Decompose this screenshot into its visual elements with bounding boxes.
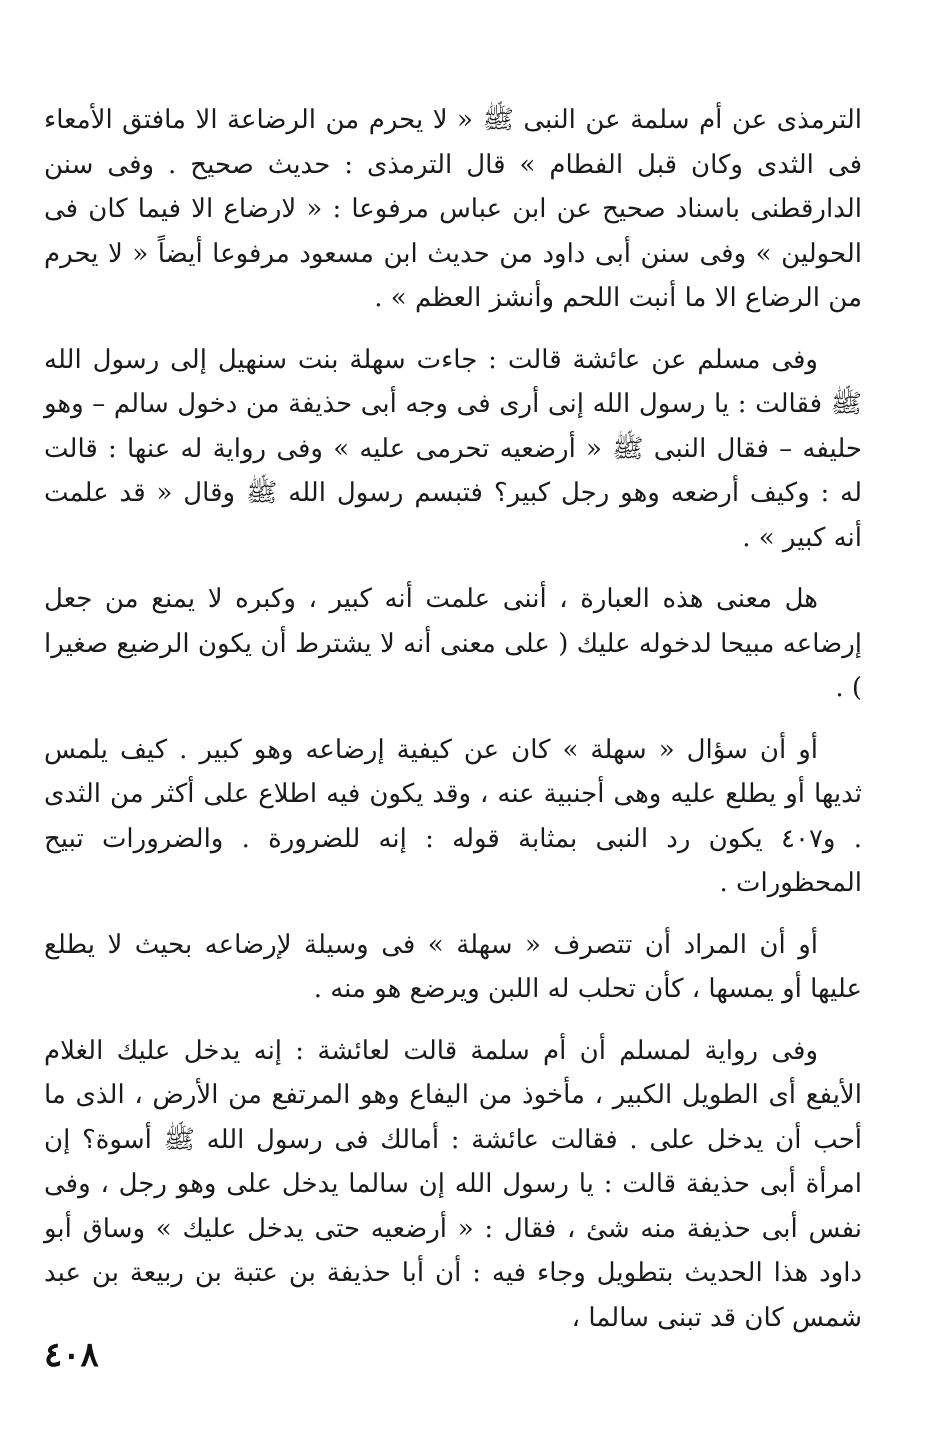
page-number: ٤٠٨: [44, 1335, 99, 1375]
page-body: [44, 98, 862, 1357]
paragraph-4: أو أن سؤال « سهلة » كان عن كيفية إرضاعه وهو كبير . كيف يلمس ثديها أو يطلع عليه وهى أجنبية عنه ، وقد يكون فيه اطلاع على أكثر من الثدى . و٤٠٧ يكون رد النبى بمثابة قوله : إنه للضرورة . والضرورات تبيح المحظورات .: [44, 734, 862, 898]
paragraph-6: وفى رواية لمسلم أن أم سلمة قالت لعائشة : إنه يدخل عليك الغلام الأيفع أى الطويل الكبير ، مأخوذ من اليفاع وهو المرتفع من الأرض ، الذى ما أحب أن يدخل على . فقالت عائشة : أمالك فى رسول الله ﷺ أسوة؟ إن امرأة أبى حذيفة قالت : يا رسول الله إن سالما يدخل على وهو رجل ، وفى نفس أبى حذيفة منه شئ ، فقال : « أرضعيه حتى يدخل عليك » وساق أبو داود هذا الحديث بتطويل وجاء فيه : أن أبا حذيفة بن عتبة بن ربيعة بن عبد شمس كان قد تبنى سالما ،: [44, 1035, 862, 1333]
paragraph-3: هل معنى هذه العبارة ، أننى علمت أنه كبير ، وكبره لا يمنع من جعل إرضاعه مبيحا لدخوله عليك ( على معنى أنه لا يشترط أن يكون الرضيع صغيرا ) .: [44, 584, 862, 703]
paragraph-5: أو أن المراد أن تتصرف « سهلة » فى وسيلة لإرضاعه بحيث لا يطلع عليها أو يمسها ، كأن تحلب له اللبن ويرضع هو منه .: [44, 929, 862, 1004]
paragraph-1: الترمذى عن أم سلمة عن النبى ﷺ « لا يحرم من الرضاعة الا مافتق الأمعاء فى الثدى وكان قبل الفطام » قال الترمذى : حديث صحيح . وفى سنن الدارقطنى باسناد صحيح عن ابن عباس مرفوعا : « لارضاع الا فيما كان فى الحولين » وفى سنن أبى داود من حديث ابن مسعود مرفوعا أيضاً « لا يحرم من الرضاع الا ما أنبت اللحم وأنشز العظم » .: [44, 105, 862, 313]
paragraph-2: وفى مسلم عن عائشة قالت : جاءت سهلة بنت سنهيل إلى رسول الله ﷺ فقالت : يا رسول الله إنى أرى فى وجه أبى حذيفة من دخول سالم – وهو حليفه – فقال النبى ﷺ « أرضعيه تحرمى عليه » وفى رواية له عنها : قالت له : وكيف أرضعه وهو رجل كبير؟ فتبسم رسول الله ﷺ وقال « قد علمت أنه كبير » .: [44, 344, 862, 553]
